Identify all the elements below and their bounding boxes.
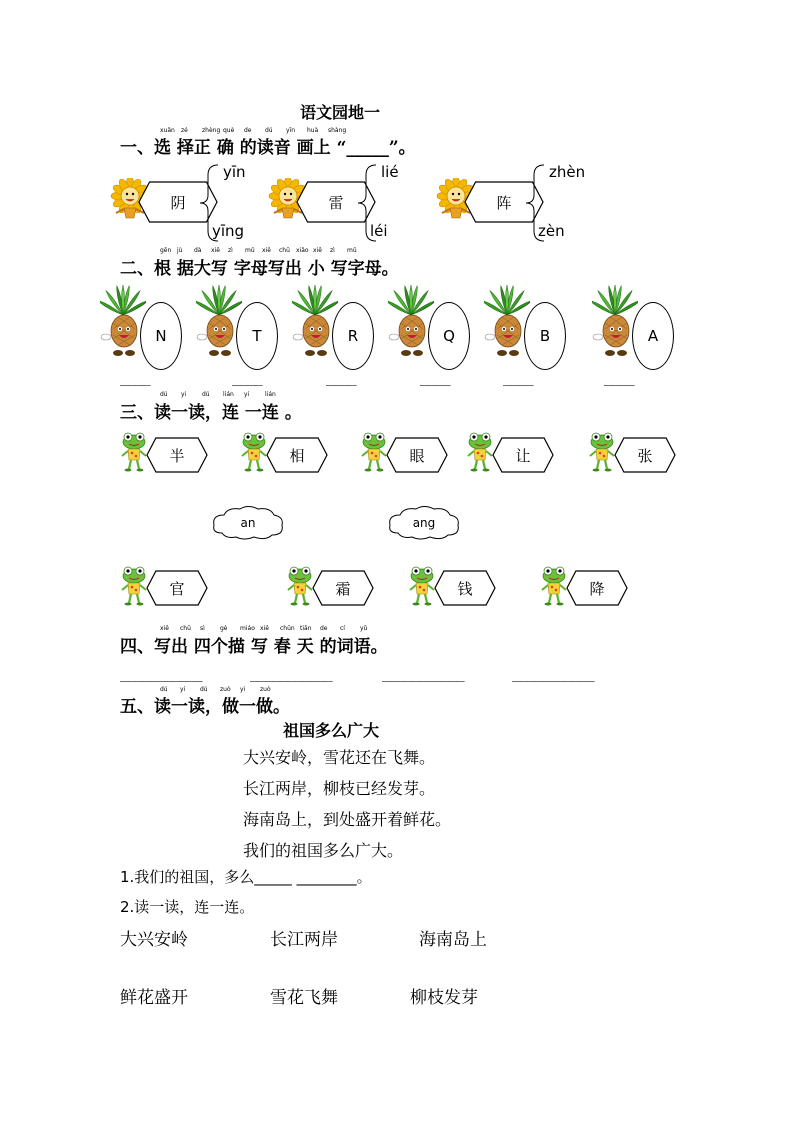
- hanzi-hexagon: [266, 437, 328, 473]
- uppercase-letter-oval: R: [332, 302, 374, 370]
- match-top-3: 海南岛上: [419, 930, 487, 950]
- hex-char: 雷: [328, 193, 344, 212]
- pinyin-option-top: yīn: [223, 163, 246, 181]
- answer-blank: ___________: [120, 666, 202, 682]
- pinyin-label: xiǎo: [296, 247, 309, 254]
- pinyin-label: yi: [180, 686, 186, 693]
- frog-icon: [466, 432, 494, 472]
- hanzi-hexagon: [312, 570, 374, 606]
- hex-char: 官: [169, 579, 185, 598]
- hanzi-hexagon: [434, 570, 496, 606]
- pineapple-icon: [196, 283, 242, 359]
- pinyin-label: gēn: [160, 247, 172, 254]
- cloud-shape: [210, 505, 286, 541]
- pinyin-label: miáo: [240, 625, 255, 632]
- pineapple-icon: [484, 283, 530, 359]
- section-3-heading: 三、读一读，连 一连 。: [120, 403, 302, 423]
- pinyin-label: què: [223, 127, 235, 134]
- pinyin-label: chūn: [280, 625, 295, 632]
- section-2-heading: 二、根 据大写 字母写出 小 写字母。: [120, 259, 399, 279]
- pinyin-label: xiě: [160, 625, 169, 632]
- hanzi-hexagon: [566, 570, 628, 606]
- pinyin-label: cí: [340, 625, 345, 632]
- pinyin-label: yīn: [286, 127, 296, 134]
- hanzi-hexagon: [146, 570, 208, 606]
- hex-char: 阵: [496, 193, 512, 212]
- hanzi-hexagon: [386, 437, 448, 473]
- answer-blank: ____: [420, 370, 450, 386]
- section-5-heading: 五、读一读，做一做。: [120, 697, 290, 717]
- pineapple-icon: [592, 283, 638, 359]
- match-top-2: 长江两岸: [270, 930, 338, 950]
- pinyin-label: dú: [265, 127, 273, 134]
- hex-char: 半: [169, 446, 185, 465]
- pinyin-label: zé: [181, 127, 188, 134]
- pinyin-label: dú: [160, 391, 168, 398]
- answer-blank: ____: [232, 370, 262, 386]
- pinyin-label: zhèng: [202, 127, 221, 134]
- pineapple-icon: [100, 283, 146, 359]
- cloud-shape: [386, 505, 462, 541]
- hex-char: 相: [289, 446, 305, 465]
- hex-char: 钱: [457, 579, 473, 598]
- uppercase-letter-oval: N: [140, 302, 182, 370]
- frog-icon: [240, 432, 268, 472]
- pinyin-label: yi: [240, 686, 246, 693]
- poem-line-1: 大兴安岭，雪花还在飞舞。: [243, 748, 436, 767]
- pinyin-option-bottom: léi: [370, 222, 388, 240]
- poem-line-3: 海南岛上，到处盛开着鲜花。: [243, 810, 452, 829]
- hex-char: 眼: [409, 446, 425, 465]
- pinyin-label: mǔ: [245, 247, 255, 254]
- hex-char: 霜: [335, 579, 351, 598]
- pinyin-label: jù: [177, 247, 183, 254]
- hex-char: 阴: [170, 193, 186, 212]
- pineapple-icon: [388, 283, 434, 359]
- pinyin-label: yǔ: [360, 625, 368, 632]
- hanzi-hexagon: [492, 437, 554, 473]
- hanzi-hexagon: [614, 437, 676, 473]
- answer-blank: ___________: [382, 666, 464, 682]
- pinyin-label: dú: [160, 686, 168, 693]
- uppercase-letter-oval: Q: [428, 302, 470, 370]
- pinyin-label: xiě: [260, 625, 269, 632]
- frog-icon: [120, 566, 148, 606]
- pinyin-label: zì: [330, 247, 335, 254]
- pinyin-label: chū: [180, 625, 191, 632]
- hanzi-hexagon: [146, 437, 208, 473]
- pinyin-label: dú: [202, 391, 210, 398]
- answer-blank: ___________: [250, 666, 332, 682]
- pinyin-label: dú: [200, 686, 208, 693]
- frog-icon: [408, 566, 436, 606]
- pinyin-option-bottom: zèn: [538, 222, 565, 240]
- frog-icon: [120, 432, 148, 472]
- frog-icon: [286, 566, 314, 606]
- pinyin-label: sì: [200, 625, 205, 632]
- uppercase-letter-oval: T: [236, 302, 278, 370]
- pinyin-label: xiě: [262, 247, 271, 254]
- pinyin-label: tiān: [300, 625, 312, 632]
- pineapple-icon: [292, 283, 338, 359]
- pinyin-label: zuò: [260, 686, 271, 693]
- poem-line-2: 长江两岸，柳枝已经发芽。: [243, 779, 436, 798]
- hex-char: 降: [589, 579, 605, 598]
- pinyin-label: lián: [265, 391, 276, 398]
- uppercase-letter-oval: A: [632, 302, 674, 370]
- pinyin-label: xiě: [313, 247, 322, 254]
- pinyin-label: huà: [307, 127, 319, 134]
- pinyin-label: yi: [181, 391, 187, 398]
- pinyin-label: yi: [244, 391, 250, 398]
- frog-icon: [360, 432, 388, 472]
- pinyin-label: gè: [220, 625, 228, 632]
- page-title: 语文园地一: [300, 103, 381, 122]
- frog-icon: [588, 432, 616, 472]
- answer-blank: ____: [326, 370, 356, 386]
- answer-blank: ___________: [512, 666, 594, 682]
- poem-line-4: 我们的祖国多么广大。: [243, 841, 404, 860]
- answer-blank: ____: [503, 370, 533, 386]
- pinyin-label: lián: [223, 391, 234, 398]
- match-bottom-3: 柳枝发芽: [410, 988, 478, 1008]
- poem-title: 祖国多么广大: [283, 721, 380, 740]
- pinyin-label: dà: [194, 247, 202, 254]
- pinyin-label: zì: [228, 247, 233, 254]
- frog-icon: [540, 566, 568, 606]
- answer-blank: ____: [120, 370, 150, 386]
- match-bottom-2: 雪花飞舞: [270, 988, 338, 1008]
- section-1-heading: 一、选 择正 确 的读音 画上 “_____”。: [120, 138, 416, 158]
- pinyin-label: chū: [279, 247, 290, 254]
- question-1: 1.我们的祖国，多么_____ ________。: [120, 868, 372, 886]
- section-4-heading: 四、写出 四个描 写 春 天 的词语。: [120, 637, 388, 657]
- pinyin-option-top: lié: [381, 163, 399, 181]
- answer-blank: ____: [604, 370, 634, 386]
- pinyin-label: shàng: [328, 127, 347, 134]
- pinyin-label: xiě: [211, 247, 220, 254]
- pinyin-label: mǔ: [347, 247, 357, 254]
- uppercase-letter-oval: B: [524, 302, 566, 370]
- pinyin-label: de: [320, 625, 328, 632]
- match-top-1: 大兴安岭: [120, 930, 188, 950]
- pinyin-label: zuò: [220, 686, 231, 693]
- hex-char: 张: [637, 446, 653, 465]
- cloud-label: an: [240, 516, 256, 530]
- cloud-label: ang: [412, 516, 436, 530]
- pinyin-option-bottom: yīng: [212, 222, 245, 240]
- pinyin-label: xuǎn: [160, 127, 175, 134]
- hex-char: 让: [515, 446, 531, 465]
- match-bottom-1: 鲜花盛开: [120, 988, 188, 1008]
- question-2: 2.读一读，连一连。: [120, 898, 255, 916]
- pinyin-label: de: [244, 127, 252, 134]
- pinyin-option-top: zhèn: [549, 163, 586, 181]
